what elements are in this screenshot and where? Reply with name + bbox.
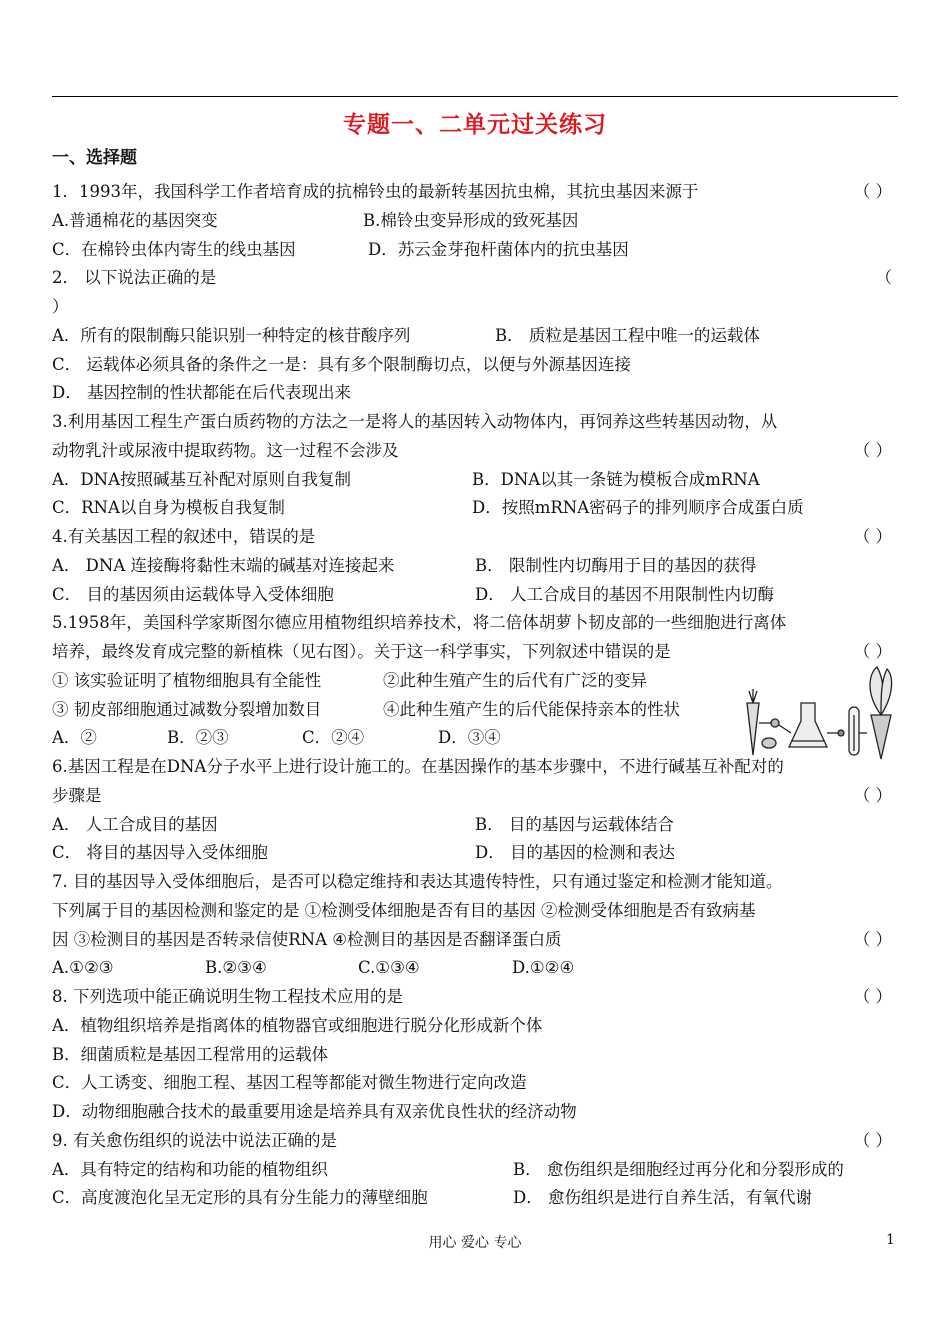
answer-bracket: （ ） [853, 182, 892, 201]
answer-bracket: （ ） [853, 527, 892, 546]
text-line [52, 1184, 898, 1213]
line-text: B．细菌质粒是基因工程常用的运载体 [52, 1044, 329, 1064]
text-line [52, 983, 898, 1012]
line-text: D． 基因控制的性状都能在后代表现出来 [52, 383, 351, 403]
text-line [52, 926, 898, 955]
option-text: B.②③④ [205, 958, 267, 978]
option-text: B．DNA以其一条链为模板合成mRNA [472, 469, 760, 489]
text-line [52, 466, 898, 495]
line-text: C．RNA以自身为模板自我复制 [52, 498, 285, 518]
line-text: 下列属于目的基因检测和鉴定的是 ①检测受体细胞是否有目的基因 ②检测受体细胞是否有致病基 [52, 900, 756, 920]
text-line [52, 581, 898, 610]
line-text: 7. 目的基因导入受体细胞后，是否可以稳定维持和表达其遗传特性，只有通过鉴定和检测才能知道。 [52, 872, 783, 891]
option-text: B． 限制性内切酶用于目的基因的获得 [475, 555, 757, 575]
option-text: ④此种生殖产生的后代能保持亲本的性状 [383, 699, 680, 719]
text-line [52, 494, 898, 523]
line-text: A．② [52, 728, 97, 748]
answer-bracket: （ [875, 268, 892, 288]
text-line [52, 379, 898, 408]
option-text: C．②④ [302, 728, 365, 748]
text-line [52, 1156, 898, 1185]
line-text: A.普通棉花的基因突变 [52, 210, 218, 230]
text-line [52, 322, 898, 351]
line-text: 因 ③检测目的基因是否转录信使RNA ④检测目的基因是否翻译蛋白质 [52, 929, 562, 949]
line-text: ③ 韧皮部细胞通过减数分裂增加数目 [52, 699, 322, 719]
text-line [52, 868, 898, 897]
line-text: 步骤是 [52, 785, 102, 805]
option-text: D．按照mRNA密码子的排列顺序合成蛋白质 [472, 498, 804, 518]
text-line [52, 1127, 898, 1156]
line-text: C．在棉铃虫体内寄生的线虫基因 [52, 239, 296, 259]
line-text: 5.1958年，美国科学家斯图尔德应用植物组织培养技术，将二倍体胡萝卜韧皮部的一些细胞进行离体 [52, 613, 787, 633]
line-text: 4.有关基因工程的叙述中，错误的是 [52, 527, 316, 546]
line-text: A．所有的限制酶只能识别一种特定的核苷酸序列 [52, 325, 411, 345]
text-line [52, 523, 898, 552]
text-line [52, 782, 898, 811]
line-text: A． DNA 连接酶将黏性末端的碱基对连接起来 [52, 555, 395, 575]
text-line [52, 1098, 898, 1127]
answer-bracket: （ ） [853, 1130, 892, 1150]
text-line [52, 236, 898, 265]
text-line [52, 408, 898, 437]
option-text: B．②③ [167, 728, 229, 748]
text-line [52, 609, 898, 638]
page-number: 1 [886, 1232, 895, 1248]
option-text: B． 目的基因与运载体结合 [475, 814, 674, 834]
text-line [52, 839, 898, 868]
line-text: 动物乳汁或尿液中提取药物。这一过程不会涉及 [52, 440, 399, 460]
text-line [52, 954, 898, 983]
option-text: B.棉铃虫变异形成的致死基因 [363, 210, 579, 230]
option-text: D． 人工合成目的基因不用限制性内切酶 [475, 584, 774, 604]
answer-bracket: （ ） [853, 929, 892, 949]
answer-bracket: （ ） [853, 987, 892, 1006]
answer-bracket: （ ） [853, 440, 892, 460]
line-text: C． 运载体必须具备的条件之一是：具有多个限制酶切点，以便与外源基因连接 [52, 354, 631, 374]
header-rule [52, 96, 898, 97]
answer-bracket: （ ） [853, 642, 892, 661]
line-text: 1．1993年，我国科学工作者培育成的抗棉铃虫的最新转基因抗虫棉，其抗虫基因来源于 [52, 182, 699, 201]
option-text: D． 目的基因的检测和表达 [475, 843, 675, 863]
line-text: A．DNA按照碱基互补配对原则自我复制 [52, 469, 351, 489]
text-line [52, 1012, 898, 1041]
text-line [52, 178, 898, 207]
line-text: 3.利用基因工程生产蛋白质药物的方法之一是将人的基因转入动物体内，再饲养这些转基因动物，从 [52, 412, 778, 431]
text-line [52, 264, 898, 293]
line-text: C．人工诱变、细胞工程、基因工程等都能对微生物进行定向改造 [52, 1073, 527, 1093]
carrot-culture-figure [735, 663, 895, 761]
line-text: ） [52, 297, 69, 316]
text-line [52, 897, 898, 926]
line-text: 9. 有关愈伤组织的说法中说法正确的是 [52, 1130, 337, 1150]
option-text: D．苏云金芽孢杆菌体内的抗虫基因 [368, 239, 629, 259]
option-text: ②此种生殖产生的后代有广泛的变异 [383, 670, 647, 690]
line-text: ① 该实验证明了植物细胞具有全能性 [52, 670, 322, 690]
line-text: 2． 以下说法正确的是 [52, 268, 217, 288]
line-text: 8. 下列选项中能正确说明生物工程技术应用的是 [52, 987, 403, 1006]
line-text: A．具有特定的结构和功能的植物组织 [52, 1159, 328, 1179]
line-text: C． 将目的基因导入受体细胞 [52, 843, 268, 863]
text-line [52, 552, 898, 581]
text-line [52, 293, 898, 322]
option-text: D．③④ [438, 728, 501, 748]
line-text: 培养，最终发育成完整的新植株（见右图）。关于这一科学事实，下列叙述中错误的是 [52, 642, 671, 661]
line-text: C．高度渡泡化呈无定形的具有分生能力的薄壁细胞 [52, 1188, 428, 1208]
text-line [52, 811, 898, 840]
text-line [52, 207, 898, 236]
line-text: A．植物组织培养是指离体的植物器官或细胞进行脱分化形成新个体 [52, 1015, 543, 1035]
line-text: C． 目的基因须由运载体导入受体细胞 [52, 584, 334, 604]
page-title: 专题一、二单元过关练习 [343, 112, 607, 138]
line-text: A.①②③ [52, 958, 114, 978]
line-text: A． 人工合成目的基因 [52, 814, 218, 834]
text-line [52, 1041, 898, 1070]
page-footer: 用心 爱心 专心 [428, 1235, 522, 1251]
option-text: B． 愈伤组织是细胞经过再分化和分裂形成的 [513, 1159, 844, 1179]
line-text: D．动物细胞融合技术的最重要用途是培养具有双亲优良性状的经济动物 [52, 1102, 577, 1121]
option-text: C.①③④ [358, 958, 420, 978]
text-line [52, 351, 898, 380]
section-heading: 一、选择题 [52, 148, 137, 168]
text-line [52, 437, 898, 466]
text-line [52, 1069, 898, 1098]
option-text: D.①②④ [512, 958, 575, 978]
answer-bracket: （ ） [853, 785, 892, 805]
option-text: D． 愈伤组织是进行自养生活，有氧代谢 [513, 1188, 812, 1208]
option-text: B． 质粒是基因工程中唯一的运载体 [495, 325, 760, 345]
line-text: 6.基因工程是在DNA分子水平上进行设计施工的。在基因操作的基本步骤中，不进行碱基互补配对的 [52, 757, 784, 776]
